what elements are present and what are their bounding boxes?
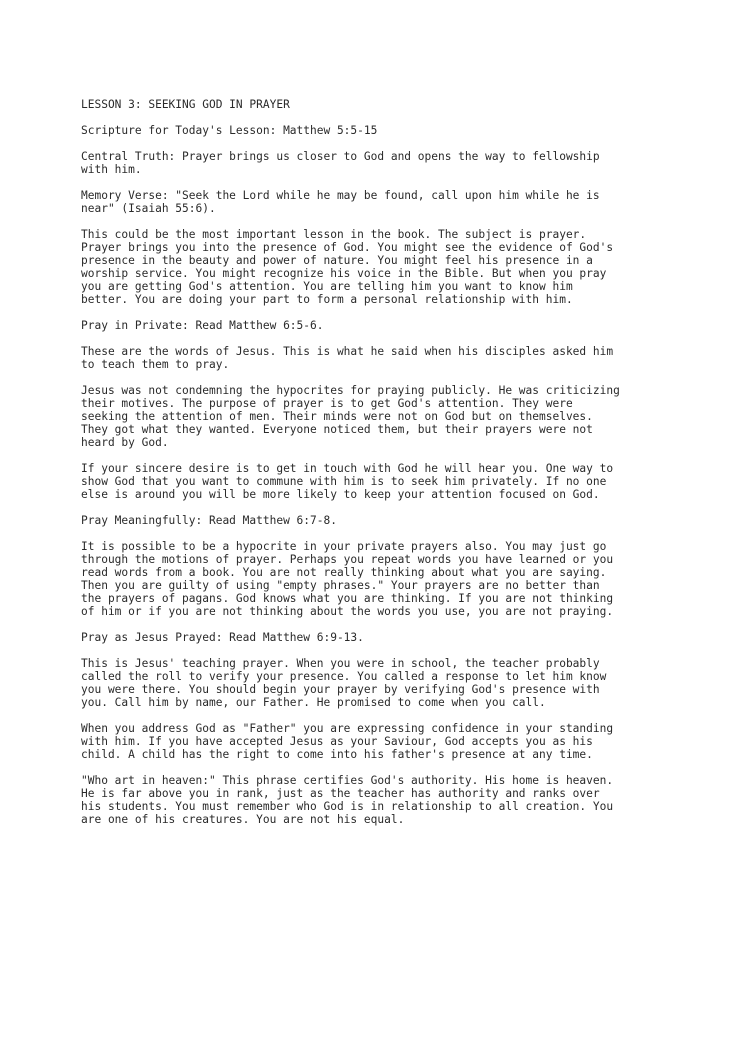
memory-verse: Memory Verse: "Seek the Lord while he may be found, call upon him while he is near" (Isaiah 55:6). [81, 189, 600, 215]
paragraph: "Who art in heaven:" This phrase certifies God's authority. His home is heaven. He is far above you in rank, just as the teacher has authority and ranks over his students. You must remember who God is in relationship to all creation. You are one of his creatures. You are not his equal. [81, 774, 614, 826]
lesson-text [81, 98, 671, 839]
paragraph: Jesus was not condemning the hypocrites for praying publicly. He was criticizing their motives. The purpose of prayer is to get God's attention. They were seeking the attention of men. Their minds were not on God but on themselves. They got what they wanted. Everyone noticed them, but their prayers were not heard by God. [81, 384, 620, 449]
central-truth: Central Truth: Prayer brings us closer to God and opens the way to fellowship with him. [81, 150, 600, 176]
section-heading-pray-in-private: Pray in Private: Read Matthew 6:5-6. [81, 319, 324, 332]
intro-paragraph: This could be the most important lesson in the book. The subject is prayer. Prayer brings you into the presence of God. You might see the evidence of God's presence in the beauty and power of nature. You might feel his presence in a worship service. You might recognize his voice in the Bible. But when you pray you are getting God's attention. You are telling him you want to know him better. You are doing your part to form a personal relationship with him. [81, 228, 614, 306]
scripture-reference: Scripture for Today's Lesson: Matthew 5:5-15 [81, 124, 378, 137]
paragraph: These are the words of Jesus. This is what he said when his disciples asked him to teach them to pray. [81, 345, 614, 371]
section-heading-pray-as-jesus-prayed: Pray as Jesus Prayed: Read Matthew 6:9-13. [81, 631, 364, 644]
paragraph: If your sincere desire is to get in touch with God he will hear you. One way to show God that you want to commune with him is to seek him privately. If no one else is around you will be more likely to keep your attention focused on God. [81, 462, 614, 501]
lesson-title: LESSON 3: SEEKING GOD IN PRAYER [81, 98, 290, 111]
paragraph: This is Jesus' teaching prayer. When you were in school, the teacher probably called the roll to verify your presence. You called a response to let him know you were there. You should begin your prayer by verifying God's presence with you. Call him by name, our Father. He promised to come when you call. [81, 657, 607, 709]
paragraph: It is possible to be a hypocrite in your private prayers also. You may just go through the motions of prayer. Perhaps you repeat words you have learned or you read words from a book. You are not really thinking about what you are saying. Then you are guilty of using "empty phrases." Your prayers are no better than the prayers of pagans. God knows what you are thinking. If you are not thinking of him or if you are not thinking about the words you use, you are not praying. [81, 540, 614, 618]
section-heading-pray-meaningfully: Pray Meaningfully: Read Matthew 6:7-8. [81, 514, 337, 527]
paragraph: When you address God as "Father" you are expressing confidence in your standing with him. If you have accepted Jesus as your Saviour, God accepts you as his child. A child has the right to come into his father's presence at any time. [81, 722, 614, 761]
